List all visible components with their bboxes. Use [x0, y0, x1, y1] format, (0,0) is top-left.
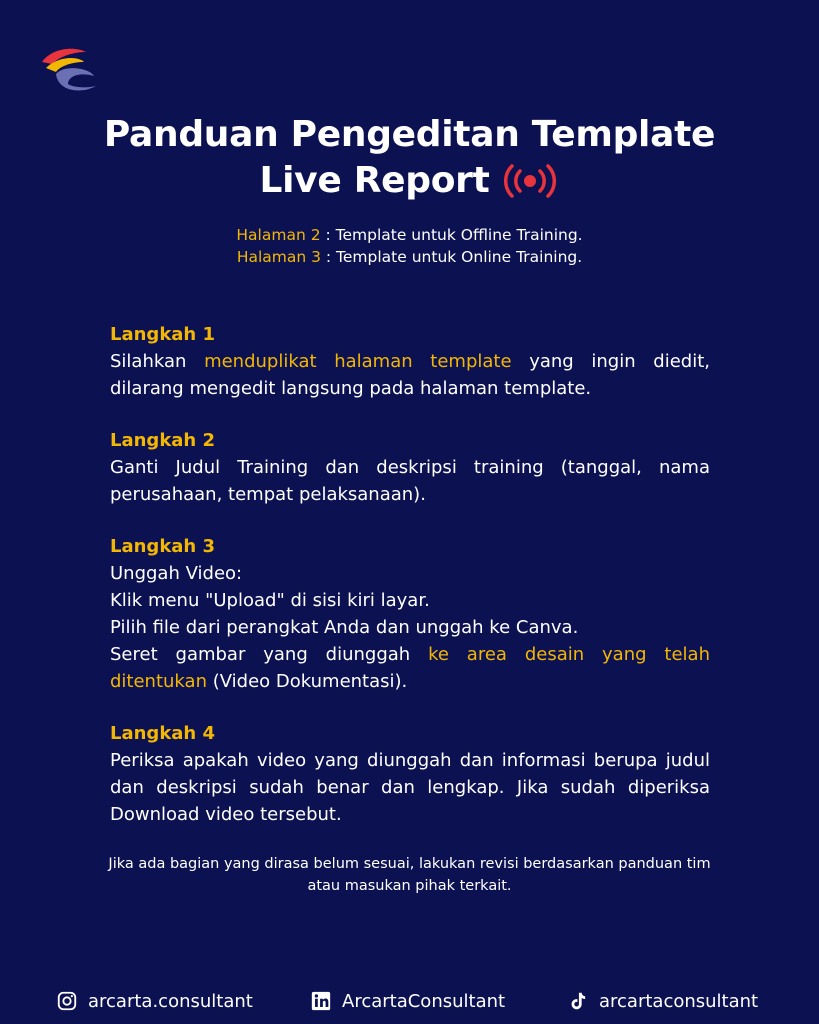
tiktok-link[interactable]	[567, 990, 758, 1012]
instagram-link[interactable]	[56, 990, 253, 1012]
highlight-text: ke area desain yang telah ditentukan	[110, 644, 710, 692]
step-title: Langkah 1	[110, 324, 216, 345]
page-item	[0, 224, 819, 246]
step-text: Silahkan menduplikat halaman template yang ingin diedit, dilarang mengedit langsung pada halaman template.	[110, 351, 710, 399]
tiktok-icon	[567, 990, 589, 1012]
step-4	[110, 721, 710, 828]
step-text: Periksa apakah video yang diunggah dan informasi berupa judul dan deskripsi sudah benar dan lengkap. Jika sudah diperiksa Download video tersebut.	[110, 750, 710, 825]
linkedin-icon	[310, 990, 332, 1012]
page-desc: : Template untuk Online Training.	[320, 248, 583, 266]
arcarta-logo	[38, 42, 98, 92]
page-title	[0, 112, 819, 204]
steps-list	[110, 322, 710, 854]
live-broadcast-icon	[500, 161, 560, 201]
title-line-2: Live Report	[259, 160, 490, 201]
page-list	[0, 224, 819, 268]
highlight-text: menduplikat halaman template	[204, 351, 512, 372]
instagram-handle: arcarta.consultant	[88, 990, 253, 1012]
step-title: Langkah 3	[110, 536, 216, 557]
linkedin-handle: ArcartaConsultant	[342, 990, 506, 1012]
page-item	[0, 246, 819, 268]
step-line: Pilih file dari perangkat Anda dan unggah ke Canva.	[110, 617, 579, 638]
page-label: Halaman 2	[236, 226, 321, 244]
footnote: Jika ada bagian yang dirasa belum sesuai, lakukan revisi berdasarkan panduan tim atau masukan pihak terkait.	[108, 856, 711, 894]
instagram-icon	[56, 990, 78, 1012]
step-line: Unggah Video:	[110, 563, 243, 584]
step-title: Langkah 4	[110, 723, 216, 744]
step-text: Ganti Judul Training dan deskripsi training (tanggal, nama perusahaan, tempat pelaksanaan).	[110, 457, 710, 505]
step-line: Klik menu "Upload" di sisi kiri layar.	[110, 590, 430, 611]
step-text: Seret gambar yang diunggah ke area desain yang telah ditentukan (Video Dokumentasi).	[110, 644, 710, 692]
title-line-1: Panduan Pengeditan Template	[103, 114, 716, 155]
page-label: Halaman 3	[236, 248, 321, 266]
linkedin-link[interactable]	[310, 990, 505, 1012]
step-3	[110, 534, 710, 695]
step-2	[110, 428, 710, 508]
social-footer	[0, 986, 819, 1020]
step-1	[110, 322, 710, 402]
tiktok-handle: arcartaconsultant	[599, 990, 759, 1012]
step-title: Langkah 2	[110, 430, 216, 451]
page-desc: : Template untuk Offline Training.	[320, 226, 583, 244]
